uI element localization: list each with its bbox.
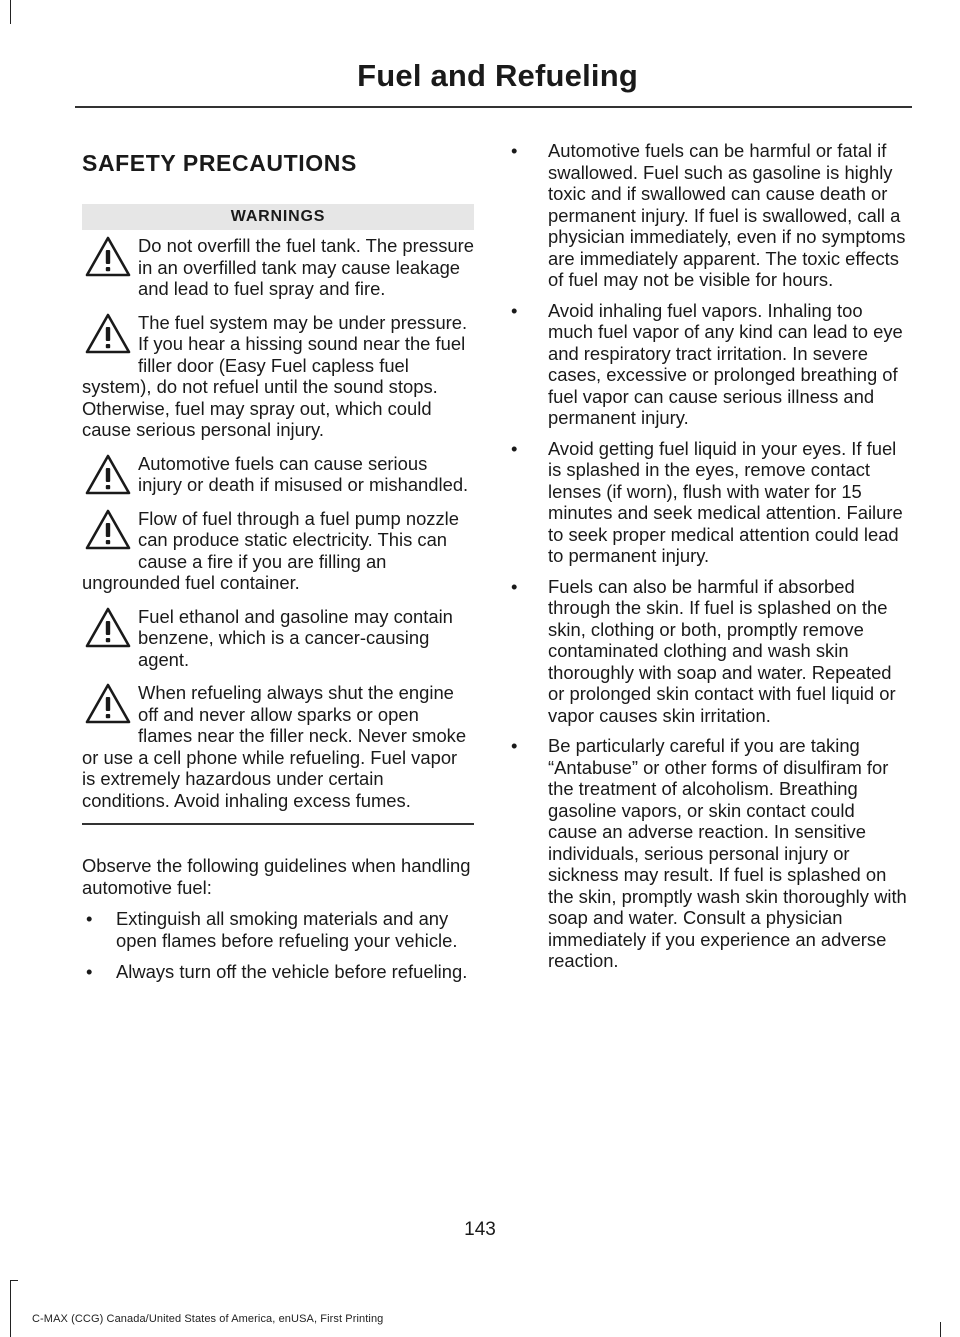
bullet-item xyxy=(508,300,908,429)
edition-footer: C-MAX (CCG) Canada/United States of America, enUSA, First Printing xyxy=(32,1313,384,1325)
warning-text: When refueling always shut the engine off and never allow sparks or open flames near the filler neck. Never smoke or use a cell phone while refueling. Fuel vapor is extremely hazardous under certain conditions. Avoid inhaling excess fumes. xyxy=(82,682,467,811)
bullet-text: Always turn off the vehicle before refueling. xyxy=(116,961,468,982)
section-title: SAFETY PRECAUTIONS xyxy=(82,150,357,176)
warning-triangle-icon xyxy=(84,235,134,281)
warning-item xyxy=(82,682,474,811)
right-bullet-list xyxy=(508,140,908,972)
warning-item xyxy=(82,312,474,441)
crop-mark-bottom-right xyxy=(940,1322,941,1337)
bullet-text: Automotive fuels can be harmful or fatal if swallowed. Fuel such as gasoline is highly toxic and if swallowed can cause death or permanent injury. If fuel is swallowed, call a physician immediately, even if no symptoms are immediately apparent. The toxic effects of fuel may not be visible for hours. xyxy=(548,140,906,290)
warning-item xyxy=(82,606,474,671)
page-number: 143 xyxy=(464,1219,496,1240)
warning-text: Do not overfill the fuel tank. The pressure in an overfilled tank may cause leakage and lead to fuel spray and fire. xyxy=(138,235,474,299)
bullet-dot: • xyxy=(511,735,518,756)
warning-triangle-icon xyxy=(84,682,134,728)
warning-triangle-icon xyxy=(84,312,134,358)
left-bullet-list xyxy=(82,908,474,983)
warning-triangle-icon xyxy=(84,453,134,499)
bullet-item xyxy=(508,735,908,972)
warning-item xyxy=(82,508,474,594)
warning-text: Fuel ethanol and gasoline may contain benzene, which is a cancer-causing agent. xyxy=(138,605,453,670)
warning-text: The fuel system may be under pressure. If you hear a hissing sound near the fuel filler door (Easy Fuel capless fuel system), do not refuel until the sound stops. Otherwise, fuel may spray out, which could cause serious personal injury. xyxy=(82,311,468,440)
bullet-dot: • xyxy=(86,961,93,982)
bullet-text: Extinguish all smoking materials and any open flames before refueling your vehicle. xyxy=(116,908,458,951)
bullet-item xyxy=(508,438,908,567)
warning-text: Flow of fuel through a fuel pump nozzle can produce static electricity. This can cause a fire if you are filling an ungrounded fuel container. xyxy=(82,507,460,593)
header-rule xyxy=(75,106,912,108)
bullet-text: Avoid getting fuel liquid in your eyes. If fuel is splashed in the eyes, remove contact lenses (if worn), flush with water for 15 minutes and seek medical attention. Failure to seek proper medical attention could lead to permanent injury. xyxy=(548,437,903,566)
left-column xyxy=(82,140,474,993)
warning-triangle-icon xyxy=(84,606,134,652)
warning-item xyxy=(82,235,474,300)
warning-text: Automotive fuels can cause serious injury or death if misused or mishandled. xyxy=(138,452,469,495)
bullet-item xyxy=(82,961,474,983)
bullet-dot: • xyxy=(511,437,518,459)
crop-mark-top-left xyxy=(10,0,11,24)
crop-mark-bottom-left-tick xyxy=(10,1280,18,1281)
chapter-title: Fuel and Refueling xyxy=(357,58,638,93)
guidelines-intro: Observe the following guidelines when handling automotive fuel: xyxy=(82,855,471,898)
bullet-text: Fuels can also be harmful if absorbed through the skin. If fuel is splashed on the skin, clothing or both, promptly remove contaminated clothing and wash skin thoroughly with soap and water. Repeated or prolonged skin contact with fuel liquid or vapor causes skin irritation. xyxy=(548,575,896,726)
bullet-item xyxy=(508,576,908,727)
bullet-item xyxy=(82,908,474,951)
warnings-heading: WARNINGS xyxy=(82,204,474,230)
bullet-dot: • xyxy=(511,140,518,161)
warning-triangle-icon xyxy=(84,508,134,554)
warnings-end-rule xyxy=(82,823,474,825)
bullet-text: Avoid inhaling fuel vapors. Inhaling too much fuel vapor of any kind can lead to eye and respiratory tract irritation. In severe cases, excessive or prolonged breathing of fuel vapor can cause serious illness and permanent injury. xyxy=(548,299,903,428)
warnings-list xyxy=(82,235,474,811)
right-column xyxy=(508,140,908,981)
bullet-dot: • xyxy=(511,299,518,321)
bullet-item xyxy=(508,140,908,291)
bullet-dot: • xyxy=(86,908,93,929)
bullet-dot: • xyxy=(511,575,518,597)
bullet-text: Be particularly careful if you are taking “Antabuse” or other forms of disulfiram for the treatment of alcoholism. Breathing gasoline vapors, or skin contact could cause an adverse reaction. In sensitive individuals, serious personal injury or sickness may result. If fuel is splashed on the skin, promptly wash skin thoroughly with soap and water. Consult a physician immediately if you experience an adverse reaction. xyxy=(548,735,907,971)
crop-mark-bottom-left xyxy=(10,1280,11,1337)
warning-item xyxy=(82,453,474,496)
